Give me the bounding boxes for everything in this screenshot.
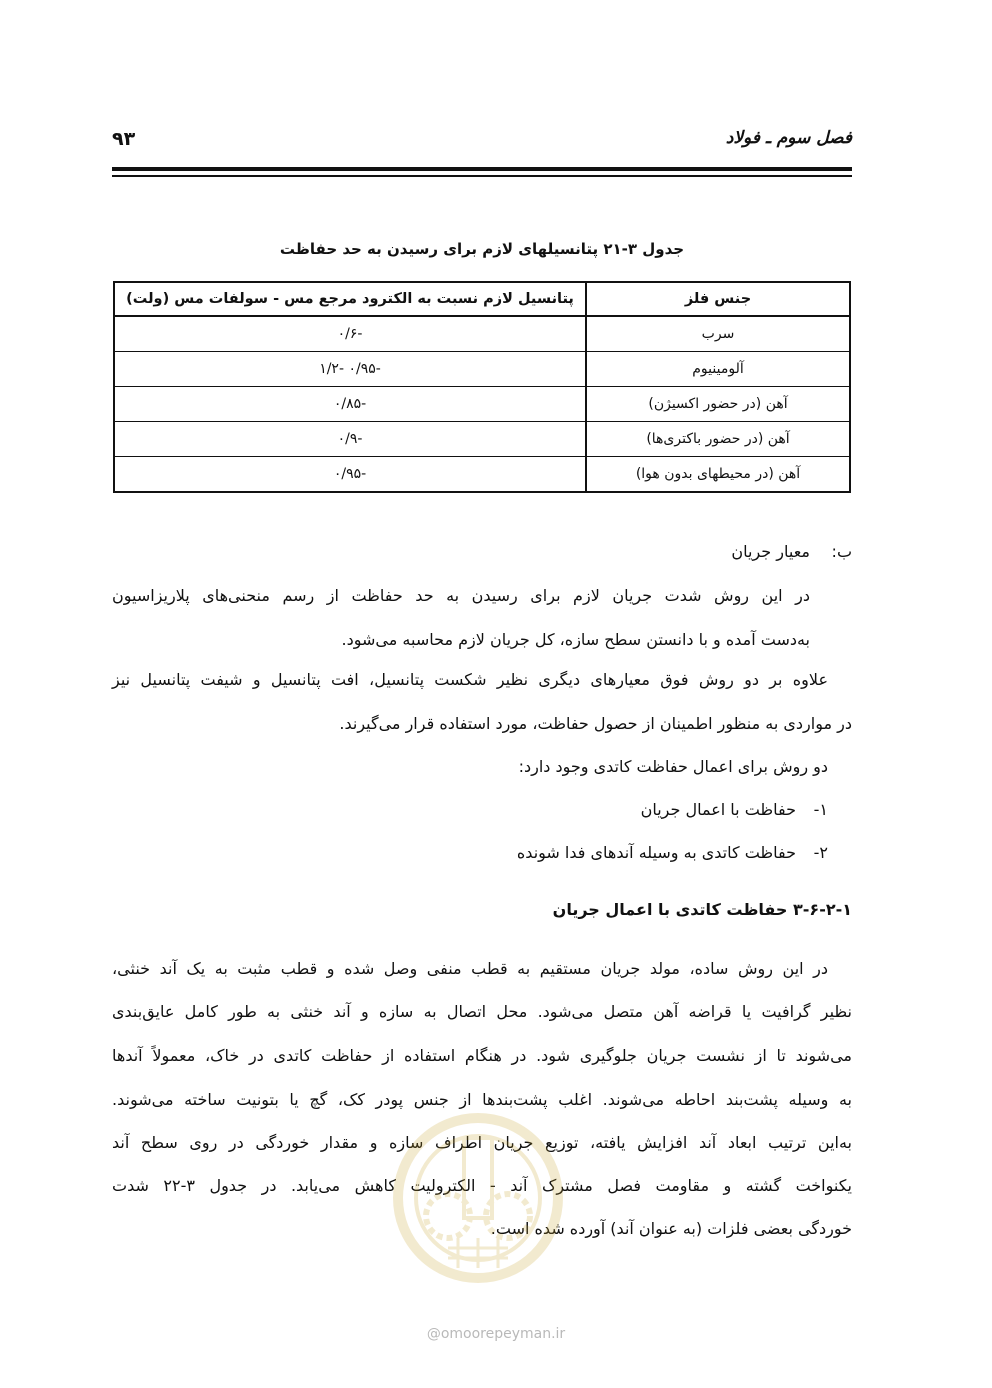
- cell-metal: آهن (در حضور باکتری‌ها): [586, 422, 850, 457]
- list-item-text: حفاظت با اعمال جریان: [640, 800, 796, 819]
- potential-table: [113, 281, 851, 493]
- cell-metal: سرب: [586, 316, 850, 352]
- section-b-marker: ب:: [831, 542, 852, 561]
- table-row: [114, 352, 850, 387]
- list-item-text: حفاظت کاتدی به وسیله آندهای فدا شونده: [516, 843, 796, 862]
- table-caption: جدول ۳-۲۱ پتانسیلهای لازم برای رسیدن به حد حفاظت: [279, 240, 685, 258]
- header-metal: جنس فلز: [586, 282, 850, 316]
- para1-line1: در این روش شدت جریان لازم برای رسیدن به حد حفاظت از رسم منحنی‌های پلاریزاسیون: [112, 586, 810, 605]
- page-header: [112, 128, 852, 158]
- para4-line: خوردگی بعضی فلزات (به عنوان آند) آورده شده است.: [490, 1219, 852, 1238]
- table-row: [114, 316, 850, 352]
- cell-metal: آهن (در حضور اکسیژن): [586, 387, 850, 422]
- table-row: [114, 457, 850, 493]
- table-row: [114, 387, 850, 422]
- page-number: ۹۳: [112, 128, 136, 150]
- para4-line: به وسیله پشت‌بند احاطه می‌شوند. اغلب پشت‌بندها از جنس پودر کک، گچ یا بتونیت ساخته می‌شوند.: [112, 1090, 852, 1109]
- section-b-title: معیار جریان: [731, 542, 810, 561]
- para3: دو روش برای اعمال حفاظت کاتدی وجود دارد:: [518, 757, 828, 776]
- table-header-row: [114, 282, 850, 316]
- para4-line: در این روش ساده، مولد جریان مستقیم به قطب منفی وصل شده و قطب مثبت به یک آند خنثی،: [112, 959, 828, 978]
- cell-potential: -۰/۸۵: [114, 387, 586, 422]
- cell-potential: -۰/۹۵ -۱/۲: [114, 352, 586, 387]
- list-item-number: ۱-: [813, 800, 828, 819]
- para4-line: می‌شوند تا از نشست جریان جلوگیری شود. در هنگام استفاده از حفاظت کاتدی در خاک، معمولاً آندها: [112, 1046, 852, 1065]
- header-rule-thin: [112, 175, 852, 177]
- cell-metal: آلومینیوم: [586, 352, 850, 387]
- para2-line1: علاوه بر دو روش فوق معیارهای دیگری نظیر شکست پتانسیل، افت پتانسیل و شیفت پتانسیل نیز: [112, 670, 828, 689]
- chapter-title: فصل سوم ـ فولاد: [725, 128, 852, 148]
- cell-potential: -۰/۹۵: [114, 457, 586, 493]
- subheading: ۳-۶-۲-۱ حفاظت کاتدی با اعمال جریان: [552, 900, 852, 919]
- para1-line2: به‌دست آمده و با دانستن سطح سازه، کل جریان لازم محاسبه می‌شود.: [341, 630, 810, 649]
- para4-line: یکنواخت گشته و مقاومت فصل مشترک آند - الکترولیت کاهش می‌یابد. در جدول ۳-۲۲ شدت: [112, 1176, 853, 1195]
- para4-line: به‌این ترتیب ابعاد آند افزایش یافته، توزیع جریان اطراف سازه و مقدار خوردگی در روی سطح آند: [112, 1133, 852, 1152]
- cell-potential: -۰/۶: [114, 316, 586, 352]
- header-rule-thick: [112, 167, 852, 171]
- para2-line2: در مواردی به منظور اطمینان از حصول حفاظت، مورد استفاده قرار می‌گیرند.: [339, 714, 852, 733]
- list-item-number: ۲-: [813, 843, 828, 862]
- table-row: [114, 422, 850, 457]
- header-potential: پتانسیل لازم نسبت به الکترود مرجع مس - سولفات مس (ولت): [114, 282, 586, 316]
- watermark-url: @omoorepeyman.ir: [426, 1326, 566, 1342]
- cell-metal: آهن (در محیطهای بدون هوا): [586, 457, 850, 493]
- para4-line: نظیر گرافیت یا قراضه آهن متصل می‌شود. محل اتصال به سازه و آند خنثی به طور کامل عایق‌بندی: [112, 1002, 852, 1021]
- watermark-logo-icon: [388, 1098, 568, 1298]
- cell-potential: -۰/۹: [114, 422, 586, 457]
